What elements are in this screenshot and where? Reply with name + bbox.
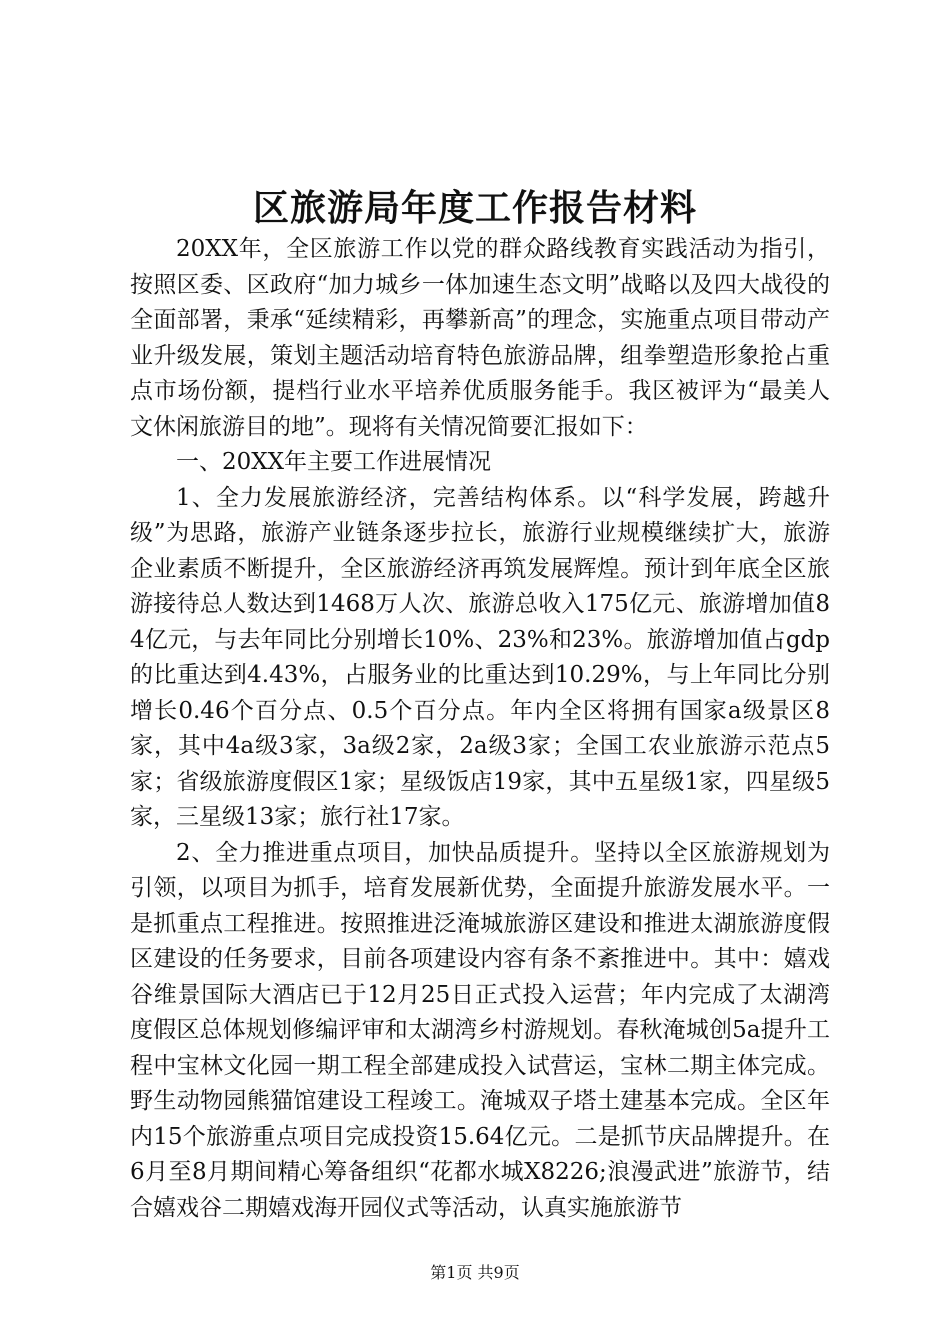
document-body (130, 232, 830, 1226)
paragraph-item-2: 2、全力推进重点项目，加快品质提升。坚持以全区旅游规划为引领，以项目为抓手，培育发展新优势，全面提升旅游发展水平。一是抓重点工程推进。按照推进泛淹城旅游区建设和推进太湖旅游度假区建设的任务要求，目前各项建设内容有条不紊推进中。其中：嬉戏谷维景国际大酒店已于12月25日正式投入运营；年内完成了太湖湾度假区总体规划修编评审和太湖湾乡村游规划。春秋淹城创5a提升工程中宝林文化园一期工程全部建成投入试营运，宝林二期主体完成。野生动物园熊猫馆建设工程竣工。淹城双子塔土建基本完成。全区年内15个旅游重点项目完成投资15.64亿元。二是抓节庆品牌提升。在6月至8月期间精心筹备组织“花都水城X8226;浪漫武进”旅游节，结合嬉戏谷二期嬉戏海开园仪式等活动，认真实施旅游节 (130, 839, 830, 1221)
paragraph-item-1: 1、全力发展旅游经济，完善结构体系。以“科学发展，跨越升级”为思路，旅游产业链条逐步拉长，旅游行业规模继续扩大，旅游企业素质不断提升，全区旅游经济再筑发展辉煌。预计到年底全区旅游接待总人数达到1468万人次、旅游总收入175亿元、旅游增加值84亿元，与去年同比分别增长10%、23%和23%。旅游增加值占gdp的比重达到4.43%，占服务业的比重达到10.29%，与上年同比分别增长0.46个百分点、0.5个百分点。年内全区将拥有国家a级景区8家，其中4a级3家，3a级2家，2a级3家；全国工农业旅游示范点5家；省级旅游度假区1家；星级饭店19家，其中五星级1家，四星级5家，三星级13家；旅行社17家。 (130, 484, 830, 830)
section-heading-1: 一、20XX年主要工作进展情况 (176, 449, 492, 475)
page-footer: 第1页 共9页 (430, 1263, 520, 1282)
paragraph-intro: 20XX年，全区旅游工作以党的群众路线教育实践活动为指引，按照区委、区政府“加力城乡一体加速生态文明”战略以及四大战役的全面部署，秉承“延续精彩，再攀新高”的理念，实施重点项目带动产业升级发展，策划主题活动培育特色旅游品牌，组拳塑造形象抢占重点市场份额，提档行业水平培养优质服务能手。我区被评为“最美人文休闲旅游目的地”。现将有关情况简要汇报如下： (130, 236, 830, 440)
document-title: 区旅游局年度工作报告材料 (252, 187, 697, 229)
